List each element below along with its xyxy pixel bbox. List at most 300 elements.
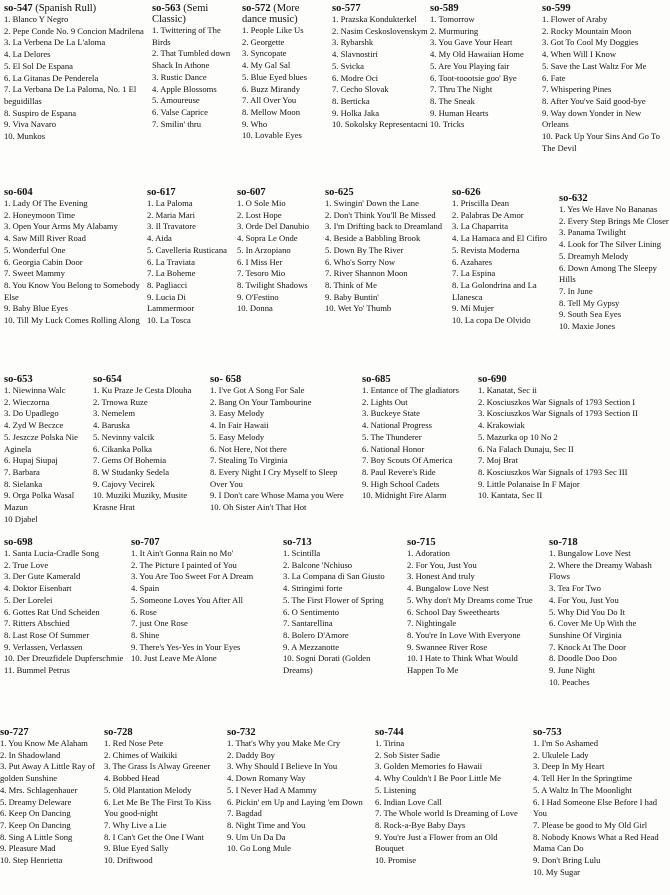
song-item: 1. Prazska Kondukterkel	[332, 14, 417, 24]
song-item: 9. You're Just a Flower from an Old Bouquet	[375, 831, 498, 854]
song-item: 2. Chimes of Waikiki	[104, 749, 178, 760]
song-item: 9. Holka Jaka	[332, 107, 380, 118]
record-block-so-698	[4, 537, 124, 677]
record-code: so-589	[430, 3, 459, 14]
record-block-so-625	[325, 187, 445, 315]
song-item: 5. The Thunderer	[362, 431, 422, 442]
song-item: 6. Down Among The Sleepy Hills	[559, 262, 657, 285]
song-item: 9. Mi Mujer	[452, 303, 494, 314]
song-item: 5. Svicka	[332, 60, 364, 71]
song-item: 3. I'm Drifting back to Dreamland	[325, 221, 443, 232]
record-subtitle: (Semi Classic)	[152, 3, 209, 25]
song-item: 11. Bummel Petrus	[4, 665, 70, 676]
song-item: 3. The Grass Is Alway Greener	[104, 761, 211, 772]
song-item: 6. Indian Love Call	[375, 796, 442, 807]
song-item: 7. All Over You	[242, 95, 297, 106]
song-item: 1. Yes We Have No Bananas	[559, 204, 658, 214]
song-list	[549, 548, 669, 688]
song-item: 9. O'Festino	[237, 291, 279, 302]
song-item: 7. Please be good to My Old Girl	[533, 819, 648, 830]
song-item: 6. Na Falach Dunaju, Sec II	[478, 443, 574, 454]
song-item: 9. Don't Bring Lulu	[533, 855, 601, 866]
song-item: 3. Honest And truly	[407, 571, 475, 582]
song-list	[362, 385, 474, 502]
record-header	[452, 187, 552, 198]
song-item: 2. In Shadowland	[0, 749, 61, 760]
song-item: 1. Kanatat, Sec ii	[478, 385, 537, 395]
song-item: 5. Easy Melody	[210, 431, 265, 442]
record-code: so-707	[131, 537, 160, 548]
song-item: 5. Nevinny valcik	[93, 431, 155, 442]
record-code: so-604	[4, 187, 33, 198]
record-block-so-572	[242, 3, 326, 142]
record-code: so-690	[478, 374, 507, 385]
song-item: 5. A Waltz In The Moonlight	[533, 784, 632, 795]
song-item: 9. Way down Yonder in New Orleans	[542, 107, 642, 130]
song-list	[104, 738, 222, 867]
song-list	[93, 385, 199, 514]
song-item: 6. Cikanka Polka	[93, 443, 152, 454]
song-item: 7. Tesoro Mio	[237, 268, 286, 279]
record-block-so-718	[549, 537, 669, 688]
song-item: 8. You Know You Belong to Somebody Else	[4, 279, 140, 302]
song-item: 2. Lost Hope	[237, 209, 282, 220]
song-item: 1. O Sole Mio	[237, 198, 286, 208]
song-list	[4, 548, 124, 677]
record-code: so-753	[533, 727, 562, 738]
song-item: 3. Why Should I Believe In You	[227, 761, 338, 772]
song-item: 4. Doktor Eisenbart	[4, 583, 72, 594]
song-item: 6. National Honor	[362, 443, 425, 454]
record-header	[332, 3, 432, 14]
song-item: 10. Der Dreuzfidele Dupferschmie	[4, 653, 124, 664]
song-item: 2. For You, Just You	[407, 559, 477, 570]
record-block-so-626	[452, 187, 552, 327]
song-item: 4. Baruska	[93, 420, 130, 431]
record-header	[542, 3, 668, 14]
record-block-so-632	[559, 193, 670, 333]
song-item: 1. Lady Of The Evening	[4, 198, 88, 208]
record-header	[283, 537, 395, 548]
song-item: 8. Last Rose Of Summer	[4, 629, 90, 640]
record-block-so-604	[4, 187, 140, 327]
song-item: 8. Suspiro de Espana	[4, 107, 77, 118]
song-item: 6. I Miss Her	[237, 256, 283, 267]
record-header	[93, 374, 199, 385]
song-item: 10. Step Henrietta	[0, 855, 63, 866]
song-item: 8. Night Time and You	[227, 819, 306, 830]
song-item: 6. Fate	[542, 72, 566, 83]
record-block-so-617	[147, 187, 233, 327]
song-item: 8. Every Night I Cry Myself to Sleep Over You	[210, 466, 338, 489]
song-item: 8. La Golondrina and La Llanesca	[452, 279, 537, 302]
record-code: so-727	[0, 727, 29, 738]
song-list	[407, 548, 541, 677]
record-header	[131, 537, 277, 548]
song-item: 10. Promise	[375, 855, 417, 866]
record-code: so- 658	[210, 374, 242, 385]
song-item: 10. Donna	[237, 303, 273, 314]
song-item: 2. Sob Sister Sadie	[375, 749, 440, 760]
song-item: 4. My Old Hawaiian Home	[430, 49, 524, 60]
song-list	[147, 198, 233, 327]
song-item: 2. Kosciuszkos War Signals of 1793 Section I	[478, 396, 636, 407]
song-item: 10. Lovable Eyes	[242, 130, 302, 141]
song-item: 3. La Verbena De La L'aloma	[4, 37, 106, 48]
song-item: 10. Till My Luck Comes Rolling Along	[4, 315, 140, 326]
song-item: 6. O Sentimento	[283, 606, 340, 617]
song-item: 2. Pepe Conde No. 9 Concion Madrilena	[4, 25, 144, 36]
song-item: 6. I Had Someone Else Before I had You	[533, 796, 658, 819]
song-item: 4. Aida	[147, 233, 172, 244]
record-block-so-607	[237, 187, 321, 315]
song-list	[131, 548, 277, 665]
record-header	[549, 537, 669, 548]
song-item: 7. Why Live a Lie	[104, 819, 167, 830]
song-item: 10. Maxie Jones	[559, 321, 616, 332]
song-item: 6. Cover Me Up With the Sunshine Of Virginia	[549, 618, 637, 640]
song-item: 7. La Verbana De La Paloma, No. 1 El beguidillas	[4, 84, 137, 106]
song-item: 8. The Sneak	[430, 95, 475, 106]
song-item: 10. La Tosca	[147, 315, 191, 326]
song-item: 2. Daddy Boy	[227, 749, 275, 760]
song-item: 4. In Fair Hawaii	[210, 420, 269, 431]
record-header	[533, 727, 669, 738]
song-item: 6. La Traviata	[147, 256, 195, 267]
song-item: 7. Sweet Mammy	[4, 268, 65, 279]
record-code: so-563	[152, 3, 181, 14]
song-item: 4. Look for The Silver Lining	[559, 239, 661, 250]
song-item: 3. Syncopate	[242, 48, 287, 59]
record-header	[242, 3, 326, 25]
song-item: 7. Thru The Night	[430, 84, 493, 95]
song-item: 2. Every Step Brings Me Closer	[559, 215, 669, 226]
song-item: 8. W Studanky Sedela	[93, 466, 170, 477]
song-item: 10. Munkos	[4, 131, 46, 142]
song-item: 2. That Tumbled down Shack In Athone	[152, 48, 231, 71]
song-item: 7. Knock At The Door	[549, 641, 626, 652]
song-item: 1. Priscilla Dean	[452, 198, 510, 208]
song-item: 3. Orde Del Danubio	[237, 221, 310, 232]
song-list	[283, 548, 395, 677]
song-item: 9. Cajovy Vecirek	[93, 478, 155, 489]
song-item: 5. Blue Eyed blues	[242, 71, 307, 82]
record-block-so-715	[407, 537, 541, 677]
song-item: 1. La Paloma	[147, 198, 193, 208]
song-list	[227, 738, 367, 855]
record-code: so-577	[332, 3, 361, 14]
song-item: 5. I Never Had A Mammy	[227, 784, 317, 795]
song-item: 3. Nemelem	[93, 408, 135, 419]
song-item: 8. Pagliacci	[147, 279, 188, 290]
song-item: 5. Are You Playing fair	[430, 60, 510, 71]
record-header	[559, 193, 670, 204]
song-item: 2. Nasim Ceskoslovenskym	[332, 25, 428, 36]
song-item: 2. Lights Out	[362, 396, 408, 407]
song-item: 10. Driftwood	[104, 855, 153, 866]
record-header	[4, 3, 154, 14]
record-code: so-572	[242, 3, 271, 14]
record-code: so-626	[452, 187, 481, 198]
song-item: 7. La Espina	[452, 268, 496, 279]
song-item: 7. Smilin' thru	[152, 118, 202, 129]
song-item: 3. Deep In My Heart	[533, 761, 605, 772]
record-block-so-753	[533, 727, 669, 878]
song-item: 3. Der Gute Kamerald	[4, 571, 81, 582]
record-code: so-599	[542, 3, 571, 14]
song-item: 7. Whispering Pines	[542, 84, 612, 95]
song-item: 4. Krakowiak	[478, 420, 525, 431]
song-item: 10. Go Long Mule	[227, 843, 291, 854]
song-item: 5. Save the Last Waltz For Me	[542, 60, 647, 71]
song-item: 9. South Sea Eyes	[559, 309, 622, 320]
song-item: 4. Slavnostiri	[332, 49, 378, 60]
song-item: 2. Balcone 'Nchiuso	[283, 559, 353, 570]
song-item: 1. Bungalow Love Nest	[549, 548, 631, 558]
song-item: 1. Ku Praze Je Cesta Dlouha	[93, 385, 192, 395]
song-item: 10. Wet Yo' Thumb	[325, 303, 392, 314]
song-item: 4. Tell Her In the Springtime	[533, 773, 633, 784]
song-item: 4. Zyd W Beczce	[4, 420, 64, 431]
record-block-so-707	[131, 537, 277, 665]
song-item: 6. Valse Caprice	[152, 106, 208, 117]
record-code: so-718	[549, 537, 578, 548]
song-item: 9. High School Cadets	[362, 478, 440, 489]
song-item: 1. Adoration	[407, 548, 450, 558]
song-item: 2. True Love	[4, 559, 49, 570]
record-header	[152, 3, 236, 25]
song-item: 1. Scintilla	[283, 548, 321, 558]
song-item: 8. Sielanka	[4, 478, 43, 489]
song-item: 6. Hupaj Siupaj	[4, 455, 58, 466]
song-item: 8. Berticka	[332, 95, 370, 106]
record-block-so-654	[93, 374, 199, 514]
song-item: 4. Down Romany Way	[227, 773, 306, 784]
song-list	[4, 198, 140, 327]
song-item: 6. Modre Oci	[332, 72, 379, 83]
song-item: 8. Doodle Doo Doo	[549, 653, 617, 664]
song-item: 3. La Chaparrita	[452, 221, 509, 232]
song-item: 2. The Picture I painted of You	[131, 559, 237, 570]
song-item: 9. Baby Buntin'	[325, 291, 379, 302]
song-item: 1. People Like Us	[242, 25, 304, 35]
record-code: so-632	[559, 193, 588, 204]
song-item: 5. In Arzopiano	[237, 244, 291, 255]
song-list	[430, 14, 540, 131]
song-item: 9. Viva Navaro	[4, 119, 57, 130]
song-item: 6. La Gitanas De Penderela	[4, 72, 99, 83]
song-item: 5. Amoureuse	[152, 95, 200, 106]
song-item: 10. Muziki Muziky, Musite Krasne Hrat	[93, 490, 188, 513]
song-list	[237, 198, 321, 315]
record-block-so-589	[430, 3, 540, 131]
song-item: 7. Moj Brat	[478, 455, 518, 466]
record-header	[430, 3, 540, 14]
song-item: 10. Pack Up Your Sins And Go To The Devil	[542, 131, 660, 153]
song-item: 1. I've Got A Song For Sale	[210, 385, 305, 395]
song-item: 9. Swannee River Rose	[407, 641, 488, 652]
song-item: 3. Tea For Two	[549, 583, 601, 594]
song-item: 2. Ukulele Lady	[533, 749, 589, 760]
song-list	[559, 204, 670, 333]
song-list	[4, 14, 154, 143]
record-block-so-727	[0, 727, 104, 867]
song-item: 4. Bobbed Head	[104, 773, 160, 784]
song-item: 7. Cecho Slovak	[332, 84, 389, 95]
song-item: 2. Trnowa Ruze	[93, 396, 148, 407]
song-item: 8. Rock-a-Bye Baby Days	[375, 819, 466, 830]
song-item: 3. Il Travatore	[147, 221, 196, 232]
song-item: 2. Where the Dreamy Wabash Flows	[549, 559, 652, 582]
song-item: 9. Little Polanaise In F Major	[478, 478, 580, 489]
song-item: 10. Peaches	[549, 676, 590, 687]
record-block-so-658	[210, 374, 356, 514]
song-item: 5. Why don't My Dreams come True	[407, 594, 533, 605]
song-item: 10. Oh Sister Ain't That Hot	[210, 502, 307, 513]
song-item: 10. Sogni Dorati (Golden Dreams)	[283, 653, 371, 676]
song-item: 9. A Mezzanotte	[283, 641, 340, 652]
record-code: so-654	[93, 374, 122, 385]
record-block-so-744	[375, 727, 521, 867]
song-list	[542, 14, 668, 154]
record-code: so-607	[237, 187, 266, 198]
song-item: 6. Georgia Cabin Door	[4, 256, 83, 267]
song-item: 9. Pleasure Mad	[0, 843, 56, 854]
song-list	[242, 25, 326, 142]
song-item: 3. Buckeye State	[362, 408, 420, 419]
song-item: 10. Sokolsky Representacni	[332, 119, 428, 130]
song-item: 1. Red Nose Pete	[104, 738, 164, 748]
song-item: 7. In June	[559, 285, 593, 296]
song-item: 1. That's Why you Make Me Cry	[227, 738, 341, 748]
song-item: 2. Don't Think You'll Be Missed	[325, 209, 436, 220]
song-item: 5. Listening	[375, 784, 417, 795]
record-header	[407, 537, 541, 548]
record-code: so-685	[362, 374, 391, 385]
song-list	[4, 385, 90, 525]
song-item: 9. Orga Polka Wasal Mazun	[4, 490, 75, 513]
record-subtitle: (Spanish Rull)	[32, 3, 97, 14]
song-item: 4. La Delores	[4, 49, 51, 60]
record-block-so-653	[4, 374, 90, 525]
song-list	[375, 738, 521, 867]
song-item: 5. Why Did You Do It	[549, 606, 626, 617]
song-item: 6. Azahares	[452, 256, 493, 267]
record-code: so-617	[147, 187, 176, 198]
song-item: 2. Bang On Your Tambourine	[210, 396, 312, 407]
song-item: 9. Um Un Da Da	[227, 831, 286, 842]
song-item: 9. There's Yes-Yes in Your Eyes	[131, 641, 241, 652]
song-item: 10. My Sugar	[533, 866, 581, 877]
song-item: 3. Rustic Dance	[152, 71, 207, 82]
song-item: 4. Bungalow Love Nest	[407, 583, 489, 594]
song-list	[210, 385, 356, 514]
record-code: so-547	[4, 3, 33, 14]
song-item: 10 Djabel	[4, 513, 38, 524]
song-item: 4. My Gal Sal	[242, 60, 291, 71]
song-item: 5. The First Flower of Spring	[283, 594, 384, 605]
record-header	[0, 727, 104, 738]
song-item: 5. Wonderful One	[4, 244, 66, 255]
record-block-so-563	[152, 3, 236, 130]
record-header	[4, 537, 124, 548]
song-item: 8. Kosciuszkos War Signals of 1793 Sec III	[478, 466, 628, 477]
song-item: 1. Flower of Araby	[542, 14, 608, 24]
song-item: 8. Sing A Little Song	[0, 831, 73, 842]
song-item: 9. June Night	[549, 665, 596, 676]
song-item: 6. Who's Sorry Now	[325, 256, 396, 267]
song-item: 4. National Progress	[362, 420, 432, 431]
record-block-so-685	[362, 374, 474, 502]
song-item: 10. Tricks	[430, 119, 465, 130]
song-item: 8. Bolero D'Amore	[283, 629, 349, 640]
song-item: 7. Ritters Abschied	[4, 618, 70, 629]
song-item: 3. You Gave Your Heart	[430, 37, 513, 48]
song-item: 9. Lucia Di Lammermoor	[147, 291, 195, 314]
record-header	[375, 727, 521, 738]
song-item: 6. Not Here, Not there	[210, 443, 287, 454]
song-item: 7. just One Rose	[131, 618, 188, 629]
song-item: 1. Niewinna Walc	[4, 385, 66, 395]
song-item: 5. Jeszcze Polska Nie Aginela	[4, 431, 78, 454]
song-item: 1. Entance of The gladiators	[362, 385, 459, 395]
record-header	[104, 727, 222, 738]
song-item: 5. Revista Moderna	[452, 244, 520, 255]
record-block-so-577	[332, 3, 432, 131]
song-item: 2. Honeymoon Time	[4, 209, 75, 220]
song-item: 3. Got To Cool My Doggies	[542, 37, 639, 48]
record-block-so-547	[4, 3, 154, 143]
record-block-so-728	[104, 727, 222, 867]
record-code: so-713	[283, 537, 312, 548]
song-item: 5. Old Plantation Melody	[104, 784, 192, 795]
song-item: 4. Apple Blossoms	[152, 83, 217, 94]
record-header	[4, 374, 90, 385]
song-list	[0, 738, 104, 867]
record-header	[147, 187, 233, 198]
song-item: 3. Golden Memories fo Hawaii	[375, 761, 483, 772]
song-item: 1. Santa Lucia-Cradle Song	[4, 548, 99, 558]
record-header	[4, 187, 140, 198]
record-code: so-728	[104, 727, 133, 738]
record-block-so-599	[542, 3, 668, 154]
song-item: 5. Dreamyh Melody	[559, 250, 629, 261]
song-item: 7. Keep On Dancing	[0, 819, 71, 830]
song-item: 10. I Hate to Think What Would Happen To Me	[407, 653, 518, 676]
record-subtitle: (More dance music)	[242, 3, 300, 25]
record-code: so-732	[227, 727, 256, 738]
song-item: 2. Wieczorna	[4, 396, 50, 407]
song-item: 6. Toot-toootsie goo' Bye	[430, 72, 517, 83]
song-item: 10. Kantata, Sec II	[478, 490, 543, 501]
song-item: 7. Nightingale	[407, 618, 457, 629]
record-block-so-690	[478, 374, 670, 502]
song-item: 5. Down By The River	[325, 244, 404, 255]
song-list	[533, 738, 669, 878]
song-item: 6. Gottes Rat Und Scheiden	[4, 606, 100, 617]
song-item: 8. Shine	[131, 629, 160, 640]
song-item: 7. Stealing To Virginia	[210, 455, 288, 466]
record-header	[325, 187, 445, 198]
song-item: 3. Kosciuszkos War Signals of 1793 Section II	[478, 408, 639, 419]
song-item: 1. Tomorrow	[430, 14, 475, 24]
song-item: 7. Santarellina	[283, 618, 333, 629]
song-item: 4. Beside a Babbling Brook	[325, 233, 421, 244]
song-item: 4. Spain	[131, 583, 160, 594]
record-block-so-713	[283, 537, 395, 677]
song-item: 5. El Sol De Espana	[4, 60, 73, 71]
song-item: 3. Easy Melody	[210, 408, 265, 419]
